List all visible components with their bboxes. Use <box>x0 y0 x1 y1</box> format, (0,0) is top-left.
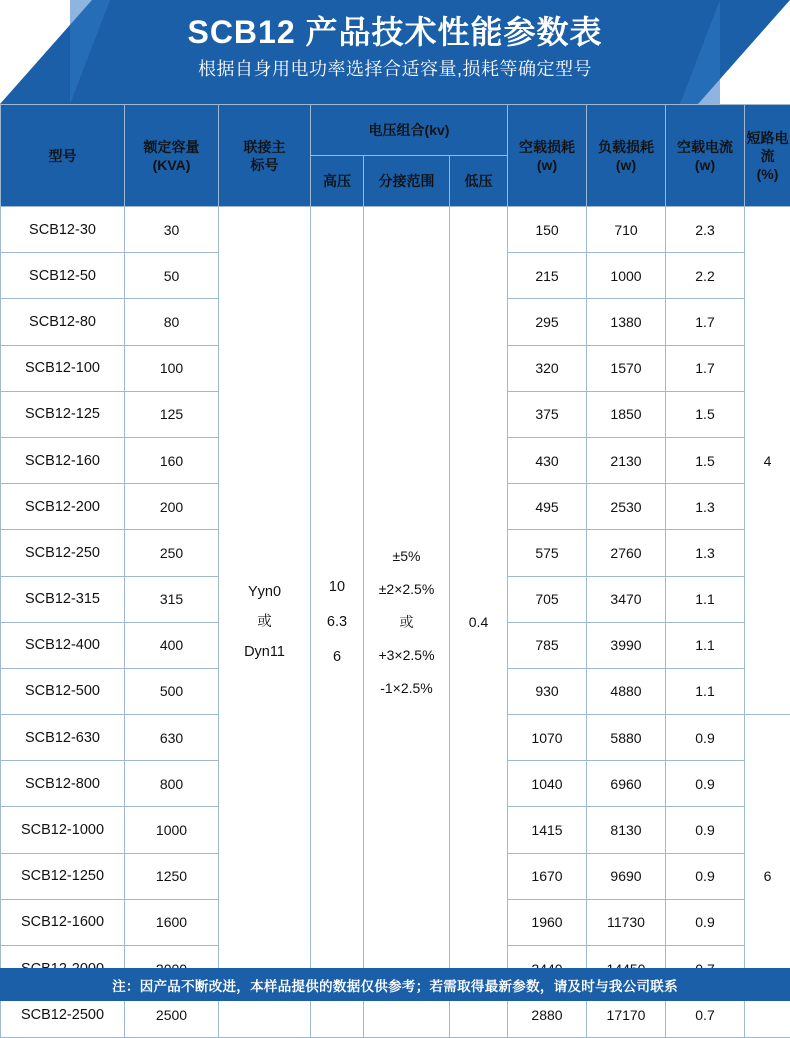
cell-load-loss: 9690 <box>587 853 666 899</box>
cell-no-load-loss: 930 <box>508 668 587 714</box>
cell-load-loss: 1000 <box>587 253 666 299</box>
footer-note-bar <box>0 968 790 1001</box>
cell-model: SCB12-200 <box>1 484 125 530</box>
tap-line5: -1×2.5% <box>366 672 447 705</box>
cell-capacity: 400 <box>125 622 219 668</box>
cell-model: SCB12-2500 <box>1 992 125 1038</box>
cell-no-load-loss: 150 <box>508 207 587 253</box>
cell-capacity: 200 <box>125 484 219 530</box>
col-header-no-load-current-line1: 空载电流 <box>667 138 743 156</box>
cell-capacity: 30 <box>125 207 219 253</box>
cell-model: SCB12-1250 <box>1 853 125 899</box>
cell-no-load-loss: 575 <box>508 530 587 576</box>
cell-model: SCB12-1000 <box>1 807 125 853</box>
tap-line4: +3×2.5% <box>366 639 447 672</box>
cell-capacity: 250 <box>125 530 219 576</box>
col-header-low-voltage: 低压 <box>450 156 508 207</box>
page-subtitle: 根据自身用电功率选择合适容量,损耗等确定型号 <box>0 54 790 84</box>
col-header-no-load-loss-line2: (w) <box>509 156 585 174</box>
cell-capacity: 500 <box>125 668 219 714</box>
col-header-high-voltage: 高压 <box>311 156 364 207</box>
cell-load-loss: 2130 <box>587 437 666 483</box>
cell-no-load-current: 0.7 <box>666 992 745 1038</box>
header-row-top <box>1 105 790 156</box>
cell-no-load-current: 1.3 <box>666 484 745 530</box>
cell-no-load-loss: 1070 <box>508 715 587 761</box>
cell-model: SCB12-630 <box>1 715 125 761</box>
cell-capacity: 80 <box>125 299 219 345</box>
cell-model: SCB12-30 <box>1 207 125 253</box>
col-header-short-circuit-line2: (%) <box>746 165 789 183</box>
high-voltage-line1: 10 <box>313 570 361 605</box>
cell-no-load-loss: 2880 <box>508 992 587 1038</box>
cell-load-loss: 710 <box>587 207 666 253</box>
high-voltage-line3: 6 <box>313 640 361 675</box>
cell-capacity: 1250 <box>125 853 219 899</box>
cell-capacity: 160 <box>125 437 219 483</box>
col-header-voltage-group: 电压组合(kv) <box>311 105 508 156</box>
col-header-load-loss-line1: 负载损耗 <box>588 138 664 156</box>
cell-no-load-current: 1.1 <box>666 576 745 622</box>
footer-note-text: 注：因产品不断改进，本样品提供的数据仅供参考；若需取得最新参数，请及时与我公司联系 <box>112 975 678 995</box>
cell-load-loss: 11730 <box>587 899 666 945</box>
tap-line2: ±2×2.5% <box>366 573 447 606</box>
cell-load-loss: 17170 <box>587 992 666 1038</box>
cell-short-circuit-merged-bottom: 6 <box>745 715 790 1038</box>
table-row <box>1 207 790 253</box>
cell-model: SCB12-315 <box>1 576 125 622</box>
cell-no-load-current: 0.9 <box>666 715 745 761</box>
cell-capacity: 50 <box>125 253 219 299</box>
cell-no-load-loss: 1670 <box>508 853 587 899</box>
col-header-connection-line1: 联接主 <box>220 138 309 156</box>
col-header-connection-line2: 标号 <box>220 156 309 174</box>
cell-no-load-current: 1.7 <box>666 299 745 345</box>
col-header-connection <box>219 105 311 207</box>
cell-model: SCB12-250 <box>1 530 125 576</box>
cell-capacity: 800 <box>125 761 219 807</box>
cell-no-load-current: 2.3 <box>666 207 745 253</box>
cell-high-voltage-merged <box>311 207 364 1038</box>
connection-line2: 或 <box>221 607 308 637</box>
cell-load-loss: 1850 <box>587 391 666 437</box>
cell-load-loss: 3470 <box>587 576 666 622</box>
connection-line3: Dyn11 <box>221 637 308 667</box>
cell-model: SCB12-1600 <box>1 899 125 945</box>
cell-connection-merged <box>219 207 311 1038</box>
banner-text-block <box>0 0 790 84</box>
spec-table <box>0 104 790 1038</box>
tap-line1: ±5% <box>366 540 447 573</box>
cell-no-load-loss: 495 <box>508 484 587 530</box>
cell-load-loss: 1380 <box>587 299 666 345</box>
col-header-load-loss-line2: (w) <box>588 156 664 174</box>
cell-load-loss: 2760 <box>587 530 666 576</box>
cell-model: SCB12-160 <box>1 437 125 483</box>
cell-no-load-current: 0.9 <box>666 807 745 853</box>
header-banner <box>0 0 790 104</box>
col-header-no-load-current <box>666 105 745 207</box>
cell-no-load-current: 1.3 <box>666 530 745 576</box>
cell-no-load-loss: 295 <box>508 299 587 345</box>
cell-model: SCB12-100 <box>1 345 125 391</box>
cell-no-load-current: 0.9 <box>666 761 745 807</box>
cell-no-load-loss: 430 <box>508 437 587 483</box>
cell-model: SCB12-400 <box>1 622 125 668</box>
cell-model: SCB12-50 <box>1 253 125 299</box>
col-header-short-circuit <box>745 105 790 207</box>
connection-line1: Yyn0 <box>221 577 308 607</box>
cell-model: SCB12-500 <box>1 668 125 714</box>
cell-load-loss: 2530 <box>587 484 666 530</box>
cell-capacity: 125 <box>125 391 219 437</box>
high-voltage-line2: 6.3 <box>313 605 361 640</box>
table-header <box>1 105 790 207</box>
cell-no-load-loss: 320 <box>508 345 587 391</box>
cell-no-load-current: 1.7 <box>666 345 745 391</box>
cell-model: SCB12-125 <box>1 391 125 437</box>
col-header-no-load-loss-line1: 空载损耗 <box>509 138 585 156</box>
cell-load-loss: 8130 <box>587 807 666 853</box>
cell-no-load-loss: 215 <box>508 253 587 299</box>
cell-no-load-current: 0.9 <box>666 853 745 899</box>
cell-capacity: 315 <box>125 576 219 622</box>
cell-capacity: 2500 <box>125 992 219 1038</box>
cell-load-loss: 1570 <box>587 345 666 391</box>
cell-low-voltage-merged: 0.4 <box>450 207 508 1038</box>
cell-no-load-current: 0.9 <box>666 899 745 945</box>
cell-no-load-loss: 785 <box>508 622 587 668</box>
col-header-no-load-current-line2: (w) <box>667 156 743 174</box>
col-header-tap-range: 分接范围 <box>364 156 450 207</box>
cell-no-load-loss: 705 <box>508 576 587 622</box>
cell-no-load-loss: 1415 <box>508 807 587 853</box>
cell-no-load-current: 1.5 <box>666 437 745 483</box>
cell-no-load-current: 1.5 <box>666 391 745 437</box>
cell-short-circuit-merged-top: 4 <box>745 207 790 715</box>
cell-no-load-loss: 1040 <box>508 761 587 807</box>
cell-load-loss: 5880 <box>587 715 666 761</box>
col-header-load-loss <box>587 105 666 207</box>
col-header-capacity-line1: 额定容量 <box>126 138 217 156</box>
cell-no-load-loss: 375 <box>508 391 587 437</box>
cell-tap-range-merged <box>364 207 450 1038</box>
tap-line3: 或 <box>366 606 447 639</box>
page-title: SCB12 产品技术性能参数表 <box>0 10 790 54</box>
cell-load-loss: 3990 <box>587 622 666 668</box>
cell-no-load-current: 1.1 <box>666 668 745 714</box>
cell-capacity: 630 <box>125 715 219 761</box>
col-header-model: 型号 <box>1 105 125 207</box>
cell-load-loss: 6960 <box>587 761 666 807</box>
col-header-capacity <box>125 105 219 207</box>
cell-load-loss: 4880 <box>587 668 666 714</box>
cell-capacity: 1000 <box>125 807 219 853</box>
cell-no-load-loss: 1960 <box>508 899 587 945</box>
cell-capacity: 1600 <box>125 899 219 945</box>
cell-capacity: 100 <box>125 345 219 391</box>
cell-no-load-current: 2.2 <box>666 253 745 299</box>
col-header-capacity-line2: (KVA) <box>126 156 217 174</box>
col-header-short-circuit-line1: 短路电流 <box>746 129 789 165</box>
cell-model: SCB12-80 <box>1 299 125 345</box>
col-header-no-load-loss <box>508 105 587 207</box>
table-body <box>1 207 790 1038</box>
cell-no-load-current: 1.1 <box>666 622 745 668</box>
cell-model: SCB12-800 <box>1 761 125 807</box>
